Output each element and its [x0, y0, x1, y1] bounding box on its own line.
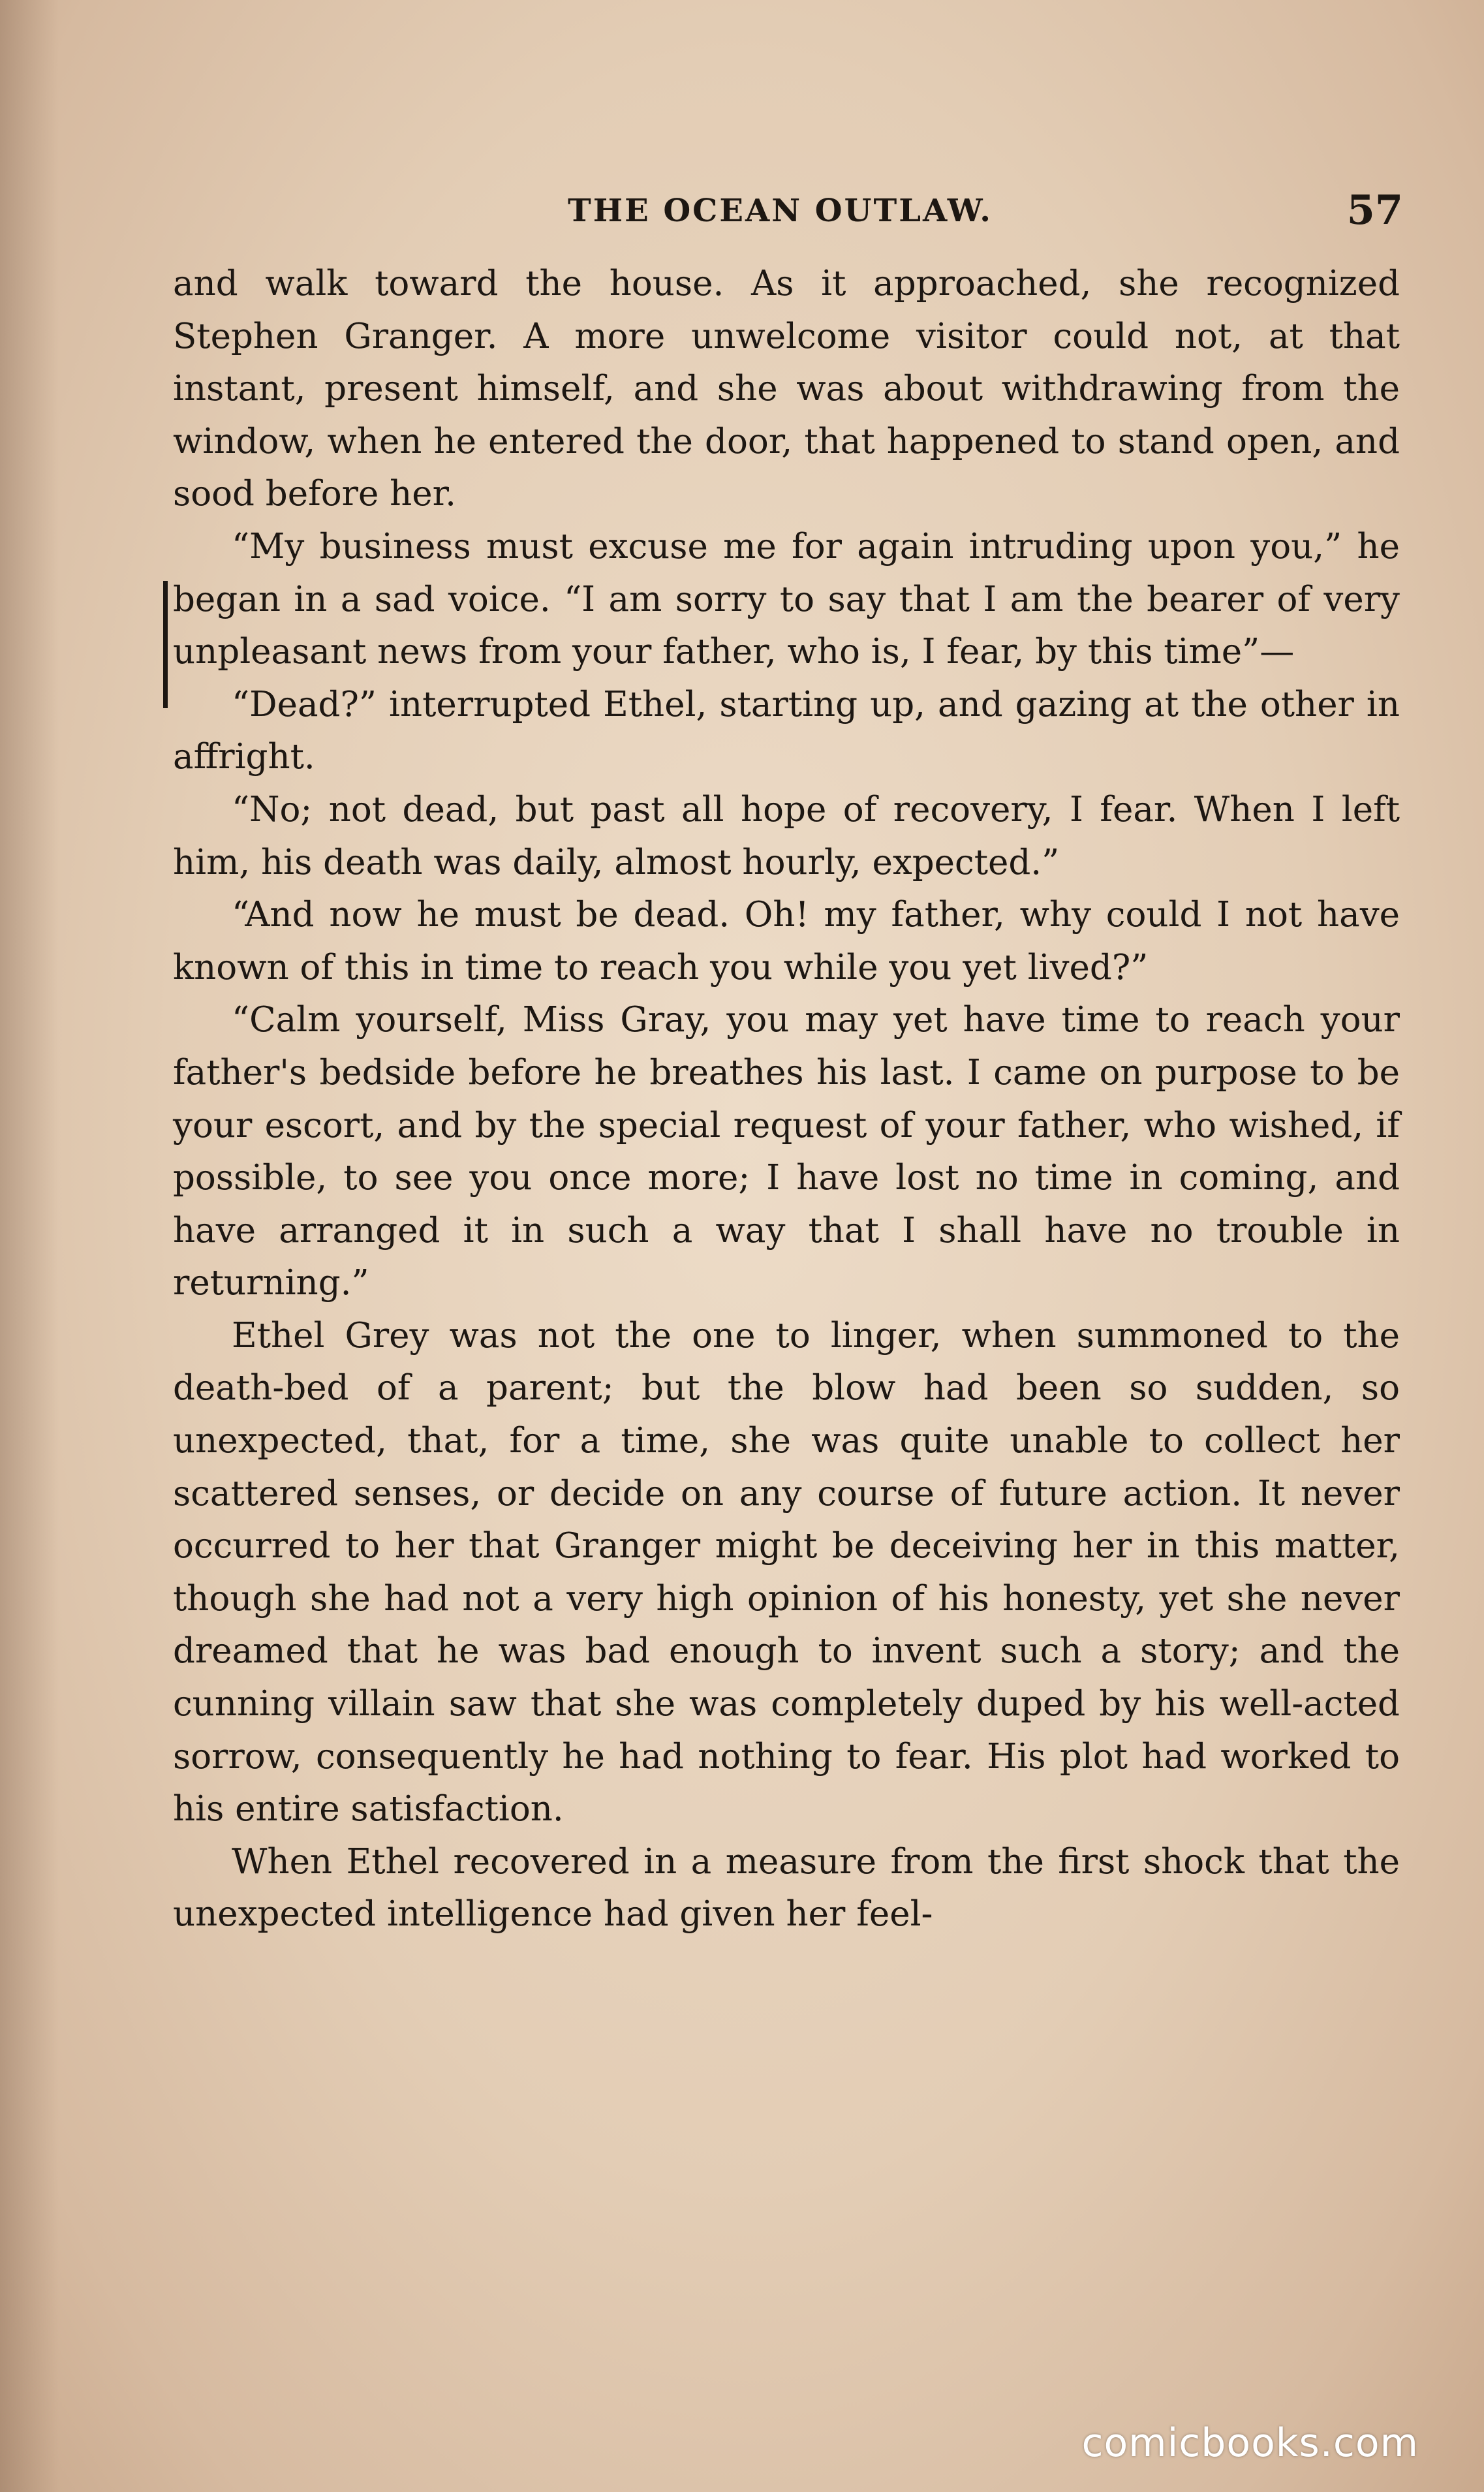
page-header — [163, 186, 1416, 238]
paragraph-2: “My business must excuse me for again intruding upon you,” he began in a sad voice. “I am sorry to say that I am the bearer of very unpleasant news from your father, who is, I fear, by this time”— — [173, 526, 1400, 672]
running-title: THE OCEAN OUTLAW. — [568, 193, 993, 229]
spine-shadow — [0, 0, 59, 2492]
paragraph-4: “No; not dead, but past all hope of recovery, I fear. When I left him, his death was daily, almost hourly, expected.” — [173, 789, 1400, 882]
watermark: comicbooks.com — [1081, 2420, 1419, 2466]
paragraph-7: Ethel Grey was not the one to linger, when summoned to the death-bed of a parent; but the blow had been so sudden, so unexpected, that, for a time, she was quite unable to collect her scattered senses, or decide on any course of future action. It never occurred to her that Granger might be deceiving her in this matter, though she had not a very high opinion of his honesty, yet she never dreamed that he was bad enough to invent such a story; and the cunning villain saw that she was completely duped by his well-acted sorrow, consequently he had nothing to fear. His plot had worked to his entire satisfaction. — [173, 1315, 1400, 1830]
page-number: 57 — [1346, 186, 1403, 234]
body-text — [173, 258, 1400, 1941]
paragraph-5: “And now he must be dead. Oh! my father, why could I not have known of this in time to reach you while you yet lived?” — [173, 895, 1400, 988]
margin-bracket-mark — [163, 581, 168, 708]
paragraph-1: and walk toward the house. As it approached, she recognized Stephen Granger. A more unwelcome visitor could not, at that instant, present himself, and she was about withdrawing from the window, when he entered the door, that happened to stand open, and sood before her. — [173, 264, 1400, 514]
paragraph-3: “Dead?” interrupted Ethel, starting up, and gazing at the other in affright. — [173, 684, 1400, 777]
paragraph-6: “Calm yourself, Miss Gray, you may yet have time to reach your father's bedside before he breathes his last. I came on purpose to be your escort, and by the special request of your father, who wished, if possible, to see you once more; I have lost no time in coming, and have arranged it in such a way that I shall have no trouble in returning.” — [173, 1000, 1400, 1303]
paragraph-8: When Ethel recovered in a measure from the first shock that the unexpected intelligence had given her feel- — [173, 1841, 1400, 1935]
